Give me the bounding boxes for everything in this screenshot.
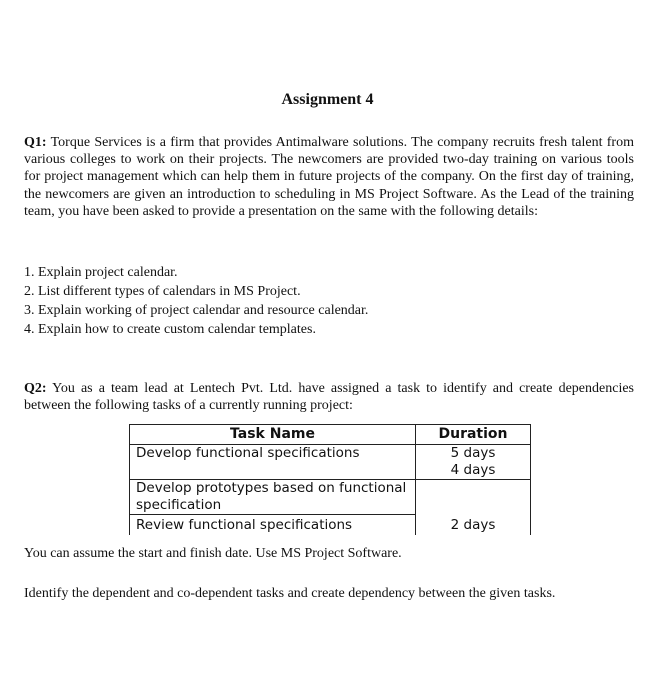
task-duration: 5 days <box>450 445 496 461</box>
task-name-cell: Review functional specifications <box>130 515 416 536</box>
question-2-text: You as a team lead at Lentech Pvt. Ltd. have assigned a task to identify and create dependencies between the following tasks of a currently running project: <box>24 381 634 414</box>
table-row <box>130 515 531 536</box>
table-row <box>130 480 531 515</box>
question-1-label: Q1: <box>24 135 47 150</box>
duration-cell: 2 days <box>416 515 531 536</box>
question-2-label: Q2: <box>24 381 47 396</box>
note-start-finish: You can assume the start and finish date. Use MS Project Software. <box>24 546 402 561</box>
column-header-task-name: Task Name <box>130 425 416 445</box>
list-item: 4. Explain how to create custom calendar templates. <box>24 322 316 337</box>
duration-cell <box>416 480 531 515</box>
table-row <box>130 445 531 480</box>
task-name: Develop functional specifications <box>136 445 360 461</box>
question-2 <box>24 380 634 414</box>
question-1-list <box>24 263 368 339</box>
list-item: 3. Explain working of project calendar and resource calendar. <box>24 303 369 318</box>
question-1-text: Torque Services is a firm that provides Antimalware solutions. The company recruits fresh talent from various colleges to work on their projects. The newcomers are provided two-day training on various tools for project management which can help them in future projects of the company. On the first day of training, the newcomers are given an introduction to scheduling in MS Project Software. As the Lead of the training team, you have been asked to provide a presentation on the same with the following details: <box>24 135 634 219</box>
column-header-duration: Duration <box>416 425 531 445</box>
question-1 <box>24 134 634 220</box>
task-table <box>129 424 531 535</box>
task-name-cell <box>130 445 416 480</box>
list-item: 2. List different types of calendars in MS Project. <box>24 284 301 299</box>
task-duration: 4 days <box>450 462 496 478</box>
task-name-cell: Develop prototypes based on functional specification <box>130 480 416 515</box>
duration-cell <box>416 445 531 480</box>
list-item: 1. Explain project calendar. <box>24 265 178 280</box>
note-dependencies: Identify the dependent and co-dependent tasks and create dependency between the given tasks. <box>24 586 556 601</box>
document-title: Assignment 4 <box>281 91 374 108</box>
